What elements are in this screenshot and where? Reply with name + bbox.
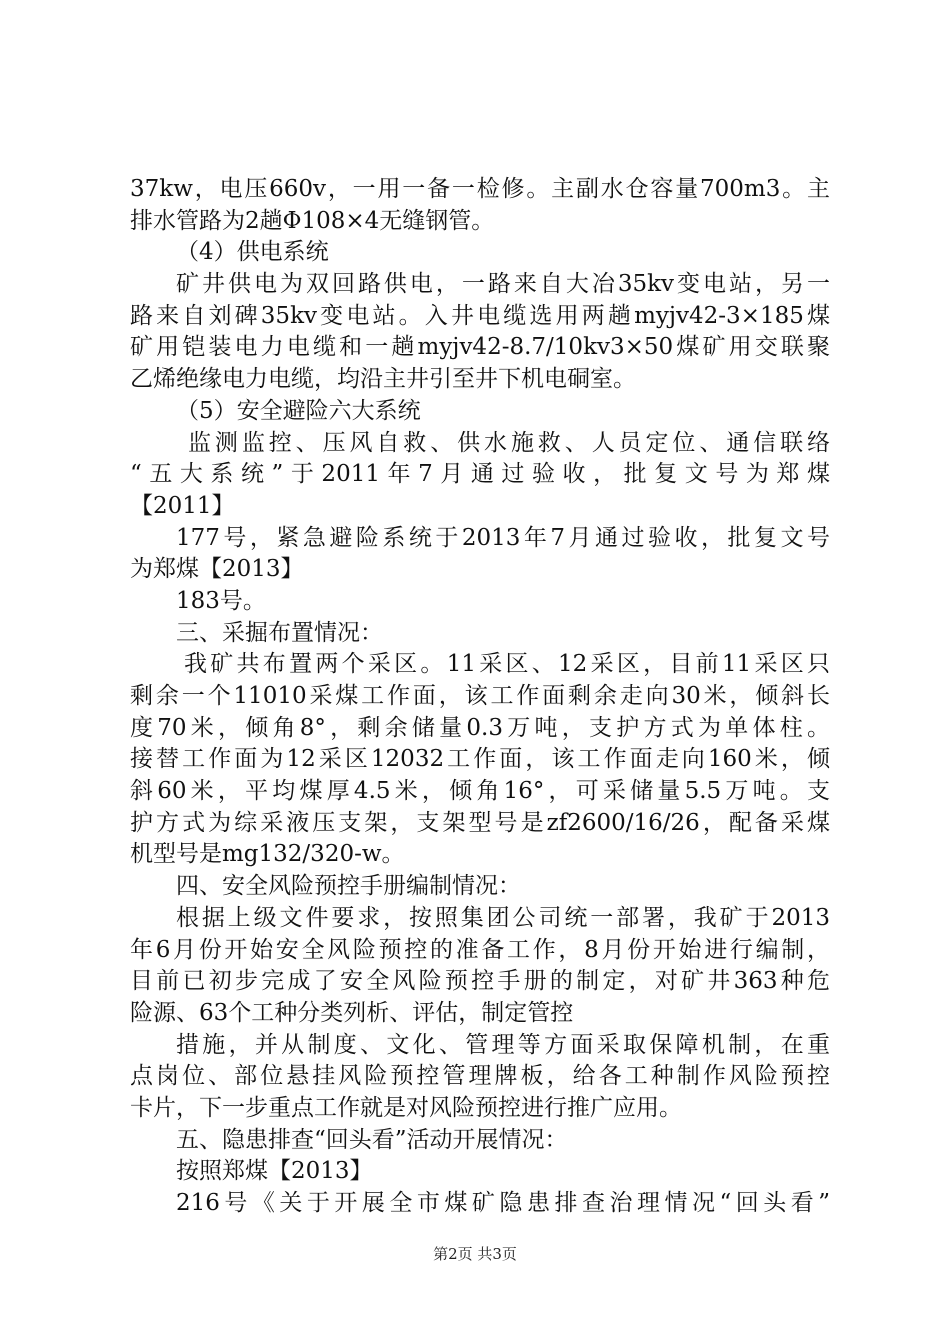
text-line: 我矿共布置两个采区。11采区、12采区，目前11采区只 [184,651,830,678]
text-line: 年6月份开始安全风险预控的准备工作，8月份开始进行编制， [130,936,830,963]
text-line: 护方式为综采液压支架，支架型号是zf2600/16/26，配备采煤 [130,809,830,836]
text-line: 五、隐患排查“回头看”活动开展情况： [176,1126,568,1153]
text-line: 矿用铠装电力电缆和一趟myjv42-8.7/10kv3×50煤矿用交联聚 [130,334,830,361]
text-line: 险源、63个工种分类列析、评估，制定管控 [130,999,574,1026]
text-line: 斜60米，平均煤厚4.5米，倾角16°，可采储量5.5万吨。支 [130,778,830,805]
text-line: 按照郑煤【2013】 [176,1158,373,1185]
text-line: 机型号是mg132/320-w。 [130,841,405,868]
text-line: 【2011】 [130,492,235,519]
text-line: 177号，紧急避险系统于2013年7月通过验收，批复文号 [176,524,830,551]
text-line: 卡片，下一步重点工作就是对风险预控进行推广应用。 [130,1094,682,1121]
text-line: 度70米，倾角8°，剩余储量0.3万吨，支护方式为单体柱。 [130,714,830,741]
text-line: （5）安全避险六大系统 [176,397,421,424]
text-line: “五大系统”于2011年7月通过验收，批复文号为郑煤 [130,461,830,488]
text-line: 为郑煤【2013】 [130,556,304,583]
document-body [130,174,830,1220]
text-line: 点岗位、部位悬挂风险预控管理牌板，给各工种制作风险预控 [130,1063,830,1090]
text-line: 216号《关于开展全市煤矿隐患排查治理情况“回头看” [176,1190,830,1216]
text-line: 183号。 [176,587,266,614]
text-line: 路来自刘碑35kv变电站。入井电缆选用两趟myjv42-3×185煤 [130,302,830,329]
text-line: 监测监控、压风自救、供水施救、人员定位、通信联络 [188,429,830,456]
page-footer: 第2页 共3页 [433,1245,517,1263]
text-line: 接替工作面为12采区12032工作面，该工作面走向160米，倾 [130,746,830,773]
text-line: 矿井供电为双回路供电，一路来自大冶35kv变电站，另一 [176,271,830,298]
text-line: 排水管路为2趟Φ108×4无缝钢管。 [130,207,495,234]
text-line: （4）供电系统 [176,239,329,266]
text-line: 四、安全风险预控手册编制情况： [176,873,521,900]
text-line: 37kw，电压660v，一用一备一检修。主副水仓容量700m3。主 [130,176,830,202]
text-line: 乙烯绝缘电力电缆，均沿主井引至井下机电硐室。 [130,366,636,393]
text-line: 三、采掘布置情况： [176,619,383,646]
text-line: 措施，并从制度、文化、管理等方面采取保障机制，在重 [176,1031,830,1058]
text-line: 根据上级文件要求，按照集团公司统一部署，我矿于2013 [176,904,830,931]
text-line: 目前已初步完成了安全风险预控手册的制定，对矿井363种危 [130,968,830,995]
text-line: 剩余一个11010采煤工作面，该工作面剩余走向30米，倾斜长 [130,683,830,709]
